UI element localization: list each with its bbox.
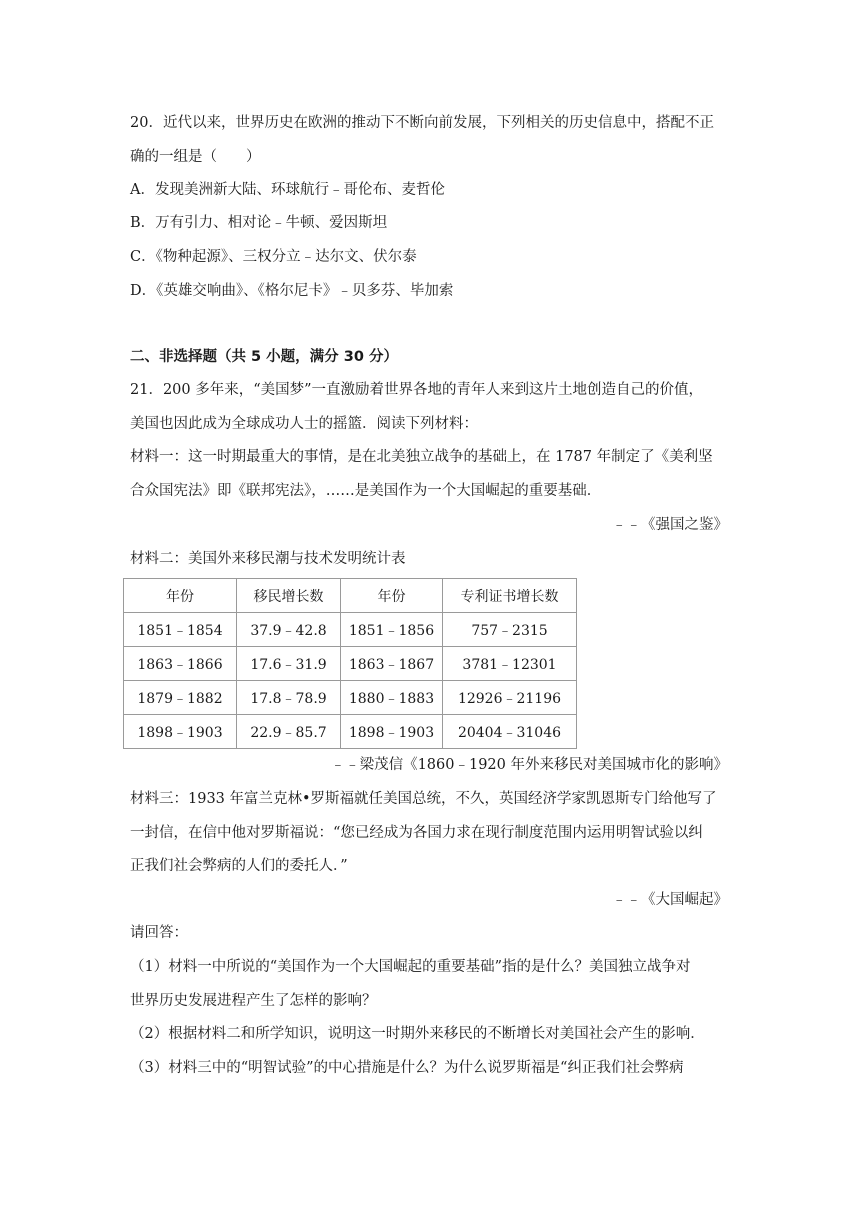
table-cell: 1898﹣1903 (124, 715, 237, 749)
q20-stem-line-2: 确的一组是（ ） (130, 149, 261, 165)
sub-question-1-line-2: 世界历史发展进程产生了怎样的影响？ (130, 993, 377, 1009)
table-header: 移民增长数 (237, 579, 341, 613)
section-heading: 二、非选择题（共 5 小题，满分 30 分） (130, 349, 398, 365)
material-3-line-3: 正我们社会弊病的人们的委托人．” (130, 858, 348, 874)
table-header: 年份 (124, 579, 237, 613)
table-cell: 20404﹣31046 (443, 715, 577, 749)
q20-option-d: D．《英雄交响曲》、《格尔尼卡》﹣贝多芬、毕加索 (130, 283, 454, 299)
table-row (124, 647, 577, 681)
material-1-line-1: 材料一：这一时期最重大的事情，是在北美独立战争的基础上，在 1787 年制定了《美利坚 (130, 449, 713, 465)
material-1-line-2: 合众国宪法》即《联邦宪法》，……是美国作为一个大国崛起的重要基础． (130, 483, 602, 499)
table-cell: 37.9﹣42.8 (237, 613, 341, 647)
table-cell: 1879﹣1882 (124, 681, 237, 715)
table-cell: 1863﹣1867 (341, 647, 443, 681)
table-header: 年份 (341, 579, 443, 613)
table-row (124, 681, 577, 715)
table-header-row (124, 579, 577, 613)
table-cell: 3781﹣12301 (443, 647, 577, 681)
q20-stem-line-1: 20．近代以来，世界历史在欧洲的推动下不断向前发展，下列相关的历史信息中，搭配不正 (130, 115, 714, 131)
material-3-source: ﹣﹣《大国崛起》 (612, 892, 728, 908)
table-cell: 1863﹣1866 (124, 647, 237, 681)
table-cell: 17.6﹣31.9 (237, 647, 341, 681)
material-3-line-2: 一封信，在信中他对罗斯福说：“您已经成为各国力求在现行制度范围内运用明智试验以纠 (130, 825, 703, 841)
table-cell: 757﹣2315 (443, 613, 577, 647)
q20-option-c: C．《物种起源》、三权分立﹣达尔文、伏尔泰 (130, 249, 417, 265)
q20-option-a: A．发现美洲新大陆、环球航行﹣哥伦布、麦哲伦 (130, 182, 445, 198)
table-cell: 17.8﹣78.9 (237, 681, 341, 715)
immigration-patent-table (123, 578, 577, 749)
table-cell: 1851﹣1856 (341, 613, 443, 647)
table-cell: 22.9﹣85.7 (237, 715, 341, 749)
table-cell: 1851﹣1854 (124, 613, 237, 647)
table-header: 专利证书增长数 (443, 579, 577, 613)
sub-question-2: （2）根据材料二和所学知识，说明这一时期外来移民的不断增长对美国社会产生的影响． (130, 1026, 705, 1042)
sub-question-1-line-1: （1）材料一中所说的“美国作为一个大国崛起的重要基础”指的是什么？美国独立战争对 (130, 959, 691, 975)
table-cell: 12926﹣21196 (443, 681, 577, 715)
material-3-line-1: 材料三：1933 年富兰克林•罗斯福就任美国总统，不久，英国经济学家凯恩斯专门给他写了 (130, 791, 717, 807)
q21-intro-line-1: 21．200 多年来，“美国梦”一直激励着世界各地的青年人来到这片土地创造自己的价值， (130, 382, 704, 398)
material-2-source: ﹣﹣梁茂信《1860﹣1920 年外来移民对美国城市化的影响》 (330, 757, 728, 773)
q21-intro-line-2: 美国也因此成为全球成功人士的摇篮．阅读下列材料： (130, 416, 478, 432)
answer-prompt: 请回答： (130, 925, 188, 941)
q20-option-b: B．万有引力、相对论﹣牛顿、爱因斯坦 (130, 215, 388, 231)
sub-question-3-line-1: （3）材料三中的“明智试验”的中心措施是什么？为什么说罗斯福是“纠正我们社会弊病 (130, 1060, 684, 1076)
table-row (124, 613, 577, 647)
table-cell: 1880﹣1883 (341, 681, 443, 715)
material-2-title: 材料二：美国外来移民潮与技术发明统计表 (130, 551, 406, 567)
table-row (124, 715, 577, 749)
material-1-source: ﹣﹣《强国之鉴》 (612, 517, 728, 533)
table-cell: 1898﹣1903 (341, 715, 443, 749)
